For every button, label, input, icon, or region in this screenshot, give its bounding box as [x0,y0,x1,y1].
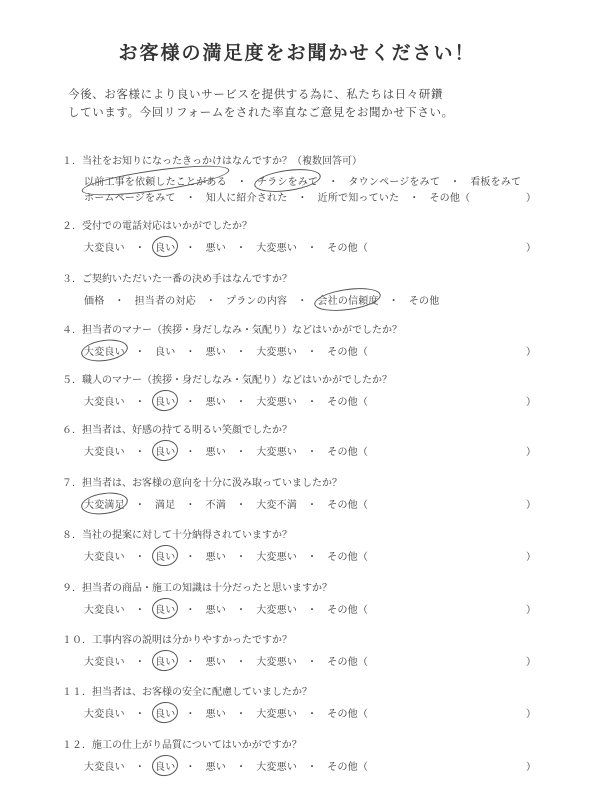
option-10-1-4[interactable]: 大変悪い [256,657,298,668]
option-11-1-4[interactable]: 大変悪い [256,709,298,720]
option-5-1-3[interactable]: 悪い [205,397,227,408]
question-6-options [84,443,368,458]
option-2-1-2[interactable]: 良い [155,239,175,254]
option-3-1-4[interactable]: 会社の信頼度 [317,292,378,307]
close-paren: ） [526,243,536,254]
question-5: ５．職人のマナー（挨拶・身だしなみ・気配り）などはいかがでしたか？ [62,375,392,386]
separator-dot: ・ [185,657,196,668]
question-2-options [84,239,368,254]
question-7: ７．担当者は、お客様の意向を十分に汲み取っていましたか？ [62,478,342,489]
option-11-1-3[interactable]: 悪い [205,709,227,720]
separator-dot: ・ [185,447,196,458]
option-10-1-1[interactable]: 大変良い [84,657,125,668]
question-10-options [84,653,368,668]
option-9-1-5[interactable]: その他（ [327,605,369,616]
separator-dot: ・ [307,709,318,720]
option-2-1-3[interactable]: 悪い [205,243,227,254]
separator-dot: ・ [236,447,247,458]
option-5-1-2[interactable]: 良い [155,393,175,408]
separator-dot: ・ [236,709,247,720]
separator-dot: ・ [134,762,146,773]
separator-dot: ・ [328,177,339,188]
question-10: １０．工事内容の説明は分かりやすかったですか？ [62,635,292,646]
close-paren: ） [526,762,536,773]
option-1-1-4[interactable]: 看板をみて [470,177,522,188]
option-12-1-5[interactable]: その他（ [327,762,369,773]
separator-dot: ・ [185,762,196,773]
question-12: １２．施工の仕上がり品質についてはいかがですか？ [62,740,302,751]
separator-dot: ・ [185,243,196,254]
option-1-2-2[interactable]: 知人に紹介された [205,193,288,204]
option-3-1-5[interactable]: その他 [408,296,440,307]
separator-dot: ・ [185,709,196,720]
option-8-1-5[interactable]: その他（ [327,552,369,563]
option-10-1-3[interactable]: 悪い [205,657,227,668]
question-3-options [84,292,439,307]
option-3-1-3[interactable]: プランの内容 [226,296,288,307]
close-paren: ） [526,605,536,616]
separator-dot: ・ [236,347,247,358]
option-8-1-2[interactable]: 良い [155,548,175,563]
close-paren: ） [526,397,536,408]
question-3: ３．ご契約いただいた一番の決め手はなんですか？ [62,274,292,285]
close-paren: ） [526,500,536,511]
option-6-1-4[interactable]: 大変悪い [256,447,298,458]
separator-dot: ・ [185,605,196,616]
page-title: お客様の満足度をお聞かせください！ [118,42,476,64]
close-paren: ） [526,709,536,720]
separator-dot: ・ [134,243,146,254]
option-4-1-1[interactable]: 大変良い [84,343,125,358]
separator-dot: ・ [307,243,318,254]
option-4-1-3[interactable]: 悪い [205,347,227,358]
option-3-1-1[interactable]: 価格 [84,296,105,307]
separator-dot: ・ [134,397,146,408]
separator-dot: ・ [307,552,318,563]
separator-dot: ・ [185,347,196,358]
separator-dot: ・ [307,605,318,616]
option-7-1-1[interactable]: 大変満足 [84,496,125,511]
option-2-1-5[interactable]: その他（ [327,243,369,254]
question-1-options [84,189,470,204]
option-8-1-1[interactable]: 大変良い [84,552,125,563]
option-2-1-4[interactable]: 大変悪い [256,243,298,254]
option-6-1-2[interactable]: 良い [155,443,175,458]
separator-dot: ・ [297,296,308,307]
option-7-1-3[interactable]: 不満 [205,500,227,511]
close-paren: ） [526,552,536,563]
question-2: ２．受付での電話対応はいかがでしたか？ [62,221,252,232]
option-9-1-1[interactable]: 大変良い [84,605,125,616]
separator-dot: ・ [185,552,196,563]
separator-dot: ・ [307,657,318,668]
separator-dot: ・ [236,762,247,773]
option-4-1-5[interactable]: その他（ [327,347,369,358]
option-5-1-5[interactable]: その他（ [327,397,369,408]
option-12-1-4[interactable]: 大変悪い [256,762,298,773]
option-8-1-4[interactable]: 大変悪い [256,552,298,563]
separator-dot: ・ [134,605,146,616]
separator-dot: ・ [236,397,247,408]
question-9: ９．担当者の商品・施工の知識は十分だったと思いますか？ [62,583,332,594]
question-1-options [84,173,521,188]
question-8-options [84,548,368,563]
separator-dot: ・ [307,762,318,773]
question-5-options [84,393,368,408]
separator-dot: ・ [134,347,146,358]
question-8: ８．当社の提案に対して十分納得されていますか？ [62,530,292,541]
option-7-1-2[interactable]: 満足 [155,500,176,511]
separator-dot: ・ [307,397,318,408]
close-paren: ） [526,447,536,458]
separator-dot: ・ [236,552,247,563]
question-1: １．当社をお知りになったきっかけはなんですか？（複数回答可） [62,156,362,167]
question-11: １１．担当者は、お客様の安全に配慮していましたか？ [62,687,312,698]
option-2-1-1[interactable]: 大変良い [84,243,125,254]
option-7-1-4[interactable]: 大変不満 [256,500,298,511]
option-6-1-5[interactable]: その他（ [327,447,369,458]
option-6-1-1[interactable]: 大変良い [84,447,125,458]
question-4-options [84,343,368,358]
separator-dot: ・ [297,193,308,204]
separator-dot: ・ [236,177,248,188]
option-5-1-4[interactable]: 大変悪い [256,397,298,408]
option-9-1-4[interactable]: 大変悪い [256,605,298,616]
separator-dot: ・ [236,605,247,616]
separator-dot: ・ [236,243,247,254]
separator-dot: ・ [236,500,247,511]
option-10-1-2[interactable]: 良い [155,653,175,668]
separator-dot: ・ [409,193,420,204]
separator-dot: ・ [134,500,146,511]
separator-dot: ・ [134,657,146,668]
option-1-1-3[interactable]: タウンページをみて [348,177,441,188]
option-12-1-1[interactable]: 大変良い [84,762,125,773]
separator-dot: ・ [307,447,318,458]
option-1-2-1[interactable]: ホームページをみて [84,193,176,204]
intro-line-2: しています。今回リフォームをされた率直なご意見をお聞かせ下さい。 [68,105,454,119]
separator-dot: ・ [450,177,461,188]
separator-dot: ・ [185,193,196,204]
close-paren: ） [526,347,536,358]
separator-dot: ・ [134,552,146,563]
option-1-1-1[interactable]: 以前工事を依頼したことがある [84,173,227,188]
question-9-options [84,601,368,616]
separator-dot: ・ [134,447,146,458]
option-8-1-3[interactable]: 悪い [205,552,227,563]
separator-dot: ・ [388,296,399,307]
option-11-1-5[interactable]: その他（ [327,709,369,720]
separator-dot: ・ [114,296,125,307]
option-7-1-5[interactable]: その他（ [327,500,369,511]
option-9-1-3[interactable]: 悪い [205,605,227,616]
option-4-1-2[interactable]: 良い [155,347,176,358]
option-1-2-3[interactable]: 近所で知っていた [317,193,400,204]
close-paren: ） [526,193,536,204]
question-4: ４．担当者のマナー（挨拶・身だしなみ・気配り）などはいかがでしたか？ [62,325,402,336]
separator-dot: ・ [236,657,247,668]
option-9-1-2[interactable]: 良い [155,601,175,616]
option-12-1-2[interactable]: 良い [155,758,175,773]
question-12-options [84,758,368,773]
question-7-options [84,496,368,511]
option-5-1-1[interactable]: 大変良い [84,397,125,408]
option-1-2-4[interactable]: その他（ [429,193,471,204]
separator-dot: ・ [185,500,196,511]
separator-dot: ・ [185,397,196,408]
separator-dot: ・ [134,709,146,720]
option-4-1-4[interactable]: 大変悪い [256,347,298,358]
option-6-1-3[interactable]: 悪い [205,447,227,458]
intro-line-1: 今後、お客様により良いサービスを提供する為に、私たちは日々研鑽 [68,87,444,101]
separator-dot: ・ [307,347,318,358]
question-6: ６．担当者は、好感の持てる明るい笑顔でしたか？ [62,425,292,436]
separator-dot: ・ [205,296,217,307]
option-1-1-2[interactable]: チラシをみて [257,173,318,188]
question-11-options [84,705,368,720]
separator-dot: ・ [307,500,318,511]
option-11-1-1[interactable]: 大変良い [84,709,125,720]
close-paren: ） [526,657,536,668]
option-10-1-5[interactable]: その他（ [327,657,369,668]
option-11-1-2[interactable]: 良い [155,705,175,720]
option-12-1-3[interactable]: 悪い [205,762,227,773]
option-3-1-2[interactable]: 担当者の対応 [134,296,196,307]
